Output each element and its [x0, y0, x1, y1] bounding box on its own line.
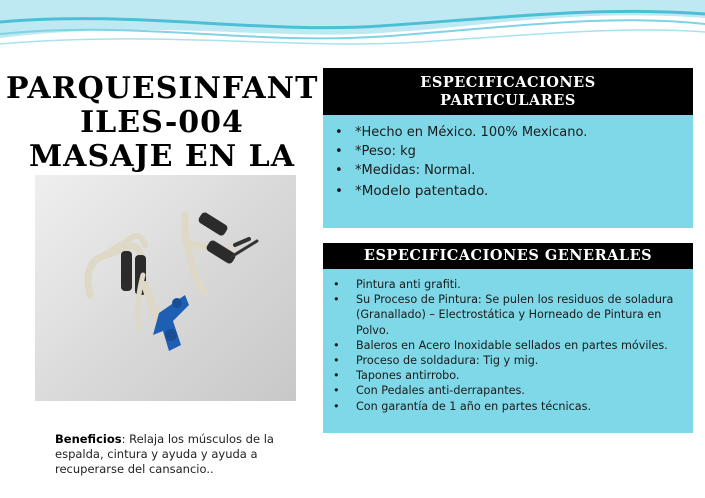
benefits-label: Beneficios [55, 432, 122, 446]
list-item [333, 383, 685, 398]
list-item [333, 338, 685, 353]
bullet-icon: • [333, 384, 340, 398]
general-specs-panel [323, 243, 693, 433]
list-item [333, 368, 685, 383]
list-item-text: Tapones antirrobo. [356, 369, 460, 383]
particular-specs-list [323, 115, 693, 202]
bullet-icon: • [335, 125, 343, 140]
list-item [335, 123, 693, 142]
particular-specs-heading-line-1: ESPECIFICACIONES [420, 74, 596, 91]
bullet-icon: • [335, 163, 343, 178]
bullet-icon: • [335, 183, 343, 199]
list-item [333, 292, 685, 338]
list-item-text: Con Pedales anti-derrapantes. [356, 384, 525, 398]
list-item-text: Pintura anti grafiti. [356, 278, 461, 291]
title-line-3: MASAJE EN LA [28, 139, 296, 174]
bullet-icon: • [333, 369, 340, 383]
list-item-text: *Medidas: Normal. [355, 163, 476, 178]
list-item-text: *Hecho en México. 100% Mexicano. [355, 125, 588, 140]
particular-specs-heading-line-2: PARTICULARES [440, 92, 576, 109]
particular-specs-panel [323, 68, 693, 228]
bullet-icon: • [333, 278, 340, 291]
product-title [6, 72, 318, 174]
list-item-text: *Peso: kg [355, 144, 416, 159]
list-item [333, 277, 685, 292]
benefits-text [55, 432, 295, 477]
massage-equipment-illustration [35, 175, 296, 401]
title-line-1: PARQUESINFANT [6, 71, 319, 106]
bullet-icon: • [333, 338, 340, 352]
bullet-icon: • [333, 399, 340, 413]
list-item [335, 142, 693, 161]
list-item-text: Proceso de soldadura: Tig y mig. [356, 354, 539, 368]
bullet-icon: • [333, 293, 340, 307]
list-item [335, 161, 693, 180]
bullet-icon: • [333, 354, 340, 368]
general-specs-header: ESPECIFICACIONES GENERALES [323, 243, 693, 269]
list-item [333, 399, 685, 414]
decorative-wave-banner [0, 0, 705, 60]
product-image [35, 175, 296, 401]
list-item [335, 180, 693, 202]
benefits-description: : Relaja los músculos de la espalda, cintura y ayuda y ayuda a recuperarse del cansancio.. [55, 432, 274, 476]
list-item-text: *Modelo patentado. [355, 183, 489, 199]
list-item [333, 353, 685, 368]
particular-specs-header [323, 68, 693, 115]
list-item-text: Baleros en Acero Inoxidable sellados en partes móviles. [356, 338, 668, 352]
list-item-text: Su Proceso de Pintura: Se pulen los residuos de soladura (Granallado) – Electrostática y Horneado de Pintura en Polvo. [356, 293, 674, 337]
bullet-icon: • [335, 144, 343, 159]
title-line-2: ILES-004 [80, 105, 244, 140]
list-item-text: Con garantía de 1 año en partes técnicas. [356, 399, 592, 413]
general-specs-list [323, 269, 693, 414]
